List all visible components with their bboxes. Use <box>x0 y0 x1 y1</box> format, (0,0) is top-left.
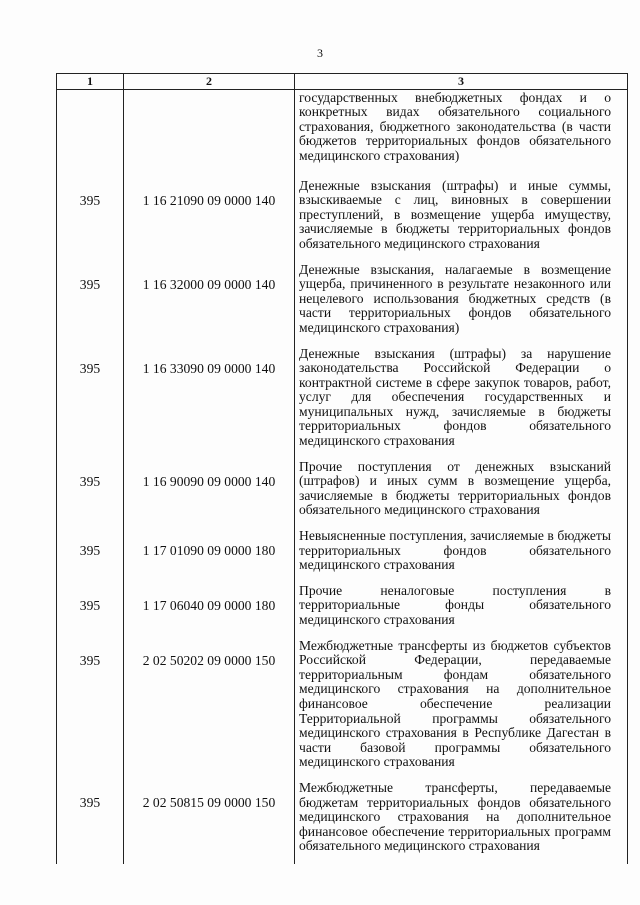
column-header-2: 2 <box>124 74 295 90</box>
admin-code-cell: 395 <box>57 780 124 864</box>
description-cell <box>295 528 628 583</box>
description-text: Прочие поступления от денежных взысканий (штрафов) и иных сумм в возмещение ущерба, зачисляемые в бюджеты территориальных фондов обязательного медицинского страхования <box>299 458 611 518</box>
admin-code-cell: 395 <box>57 528 124 583</box>
description-text: Денежные взыскания, налагаемые в возмещение ущерба, причиненного в результате незаконного или нецелевого использования бюджетных средств (в части территориальных фондов обязательного медицинского страхования) <box>299 261 611 335</box>
description-cell <box>295 638 628 780</box>
description-cell <box>295 262 628 346</box>
kbk-code-cell: 1 16 90090 09 0000 140 <box>124 459 295 528</box>
admin-code-cell: 395 <box>57 178 124 262</box>
kbk-code-cell <box>124 89 295 177</box>
column-header-1: 1 <box>57 74 124 90</box>
kbk-code-cell: 1 16 33090 09 0000 140 <box>124 346 295 459</box>
admin-code-cell: 395 <box>57 583 124 638</box>
admin-code-cell: 395 <box>57 459 124 528</box>
table-row <box>57 583 628 638</box>
table-row <box>57 178 628 262</box>
admin-code-cell: 395 <box>57 638 124 780</box>
description-text: Денежные взыскания (штрафы) за нарушение законодательства Российской Федерации о контрактной системе в сфере закупок товаров, работ, услуг для обеспечения государственных и муниципальных нужд, зачисляемые в бюджеты территориальных фондов обязательного медицинского страхования <box>299 345 611 449</box>
description-cell <box>295 583 628 638</box>
description-text: государственных внебюджетных фондах и о конкретных видах обязательного социального страхования, бюджетного законодательства (в части бюджетов территориальных фондов обязательного медицинского страхования) <box>299 89 611 163</box>
table-row <box>57 528 628 583</box>
kbk-code-cell: 2 02 50815 09 0000 150 <box>124 780 295 864</box>
description-text: Денежные взыскания (штрафы) и иные суммы, взыскиваемые с лиц, виновных в совершении преступлений, в возмещение ущерба имуществу, зачисляемые в бюджеты территориальных фондов обязательного медицинского страхования <box>299 177 611 251</box>
table-row <box>57 346 628 459</box>
description-text: Межбюджетные трансферты из бюджетов субъектов Российской Федерации, передаваемые территориальным фондам обязательного медицинского страхования на дополнительное финансовое обеспечение реализации Территориальной программы обязательного медицинского страхования в Республике Дагестан в части базовой программы обязательного медицинского страхования <box>299 637 611 770</box>
kbk-code-cell: 2 02 50202 09 0000 150 <box>124 638 295 780</box>
admin-code-cell: 395 <box>57 262 124 346</box>
description-text: Прочие неналоговые поступления в территориальные фонды обязательного медицинского страхования <box>299 582 611 627</box>
column-header-3: 3 <box>295 74 628 90</box>
kbk-code-cell: 1 17 01090 09 0000 180 <box>124 528 295 583</box>
description-cell <box>295 178 628 262</box>
description-cell <box>295 89 628 177</box>
kbk-code-cell: 1 17 06040 09 0000 180 <box>124 583 295 638</box>
table-header <box>57 74 628 90</box>
table-row <box>57 89 628 177</box>
table-row <box>57 638 628 780</box>
table-header-row <box>57 74 628 90</box>
description-cell <box>295 780 628 864</box>
page-number: 3 <box>317 46 323 60</box>
table-row <box>57 459 628 528</box>
description-cell <box>295 459 628 528</box>
budget-codes-table <box>56 73 628 864</box>
table-row <box>57 262 628 346</box>
admin-code-cell: 395 <box>57 346 124 459</box>
description-cell <box>295 346 628 459</box>
table-body <box>57 89 628 864</box>
admin-code-cell <box>57 89 124 177</box>
kbk-code-cell: 1 16 32000 09 0000 140 <box>124 262 295 346</box>
description-text: Межбюджетные трансферты, передаваемые бюджетам территориальных фондов обязательного медицинского страхования на дополнительное финансовое обеспечение территориальных программ обязательного медицинского страхования <box>299 779 611 854</box>
table-row <box>57 780 628 864</box>
kbk-code-cell: 1 16 21090 09 0000 140 <box>124 178 295 262</box>
description-text: Невыясненные поступления, зачисляемые в бюджеты территориальных фондов обязательного медицинского страхования <box>299 528 611 573</box>
